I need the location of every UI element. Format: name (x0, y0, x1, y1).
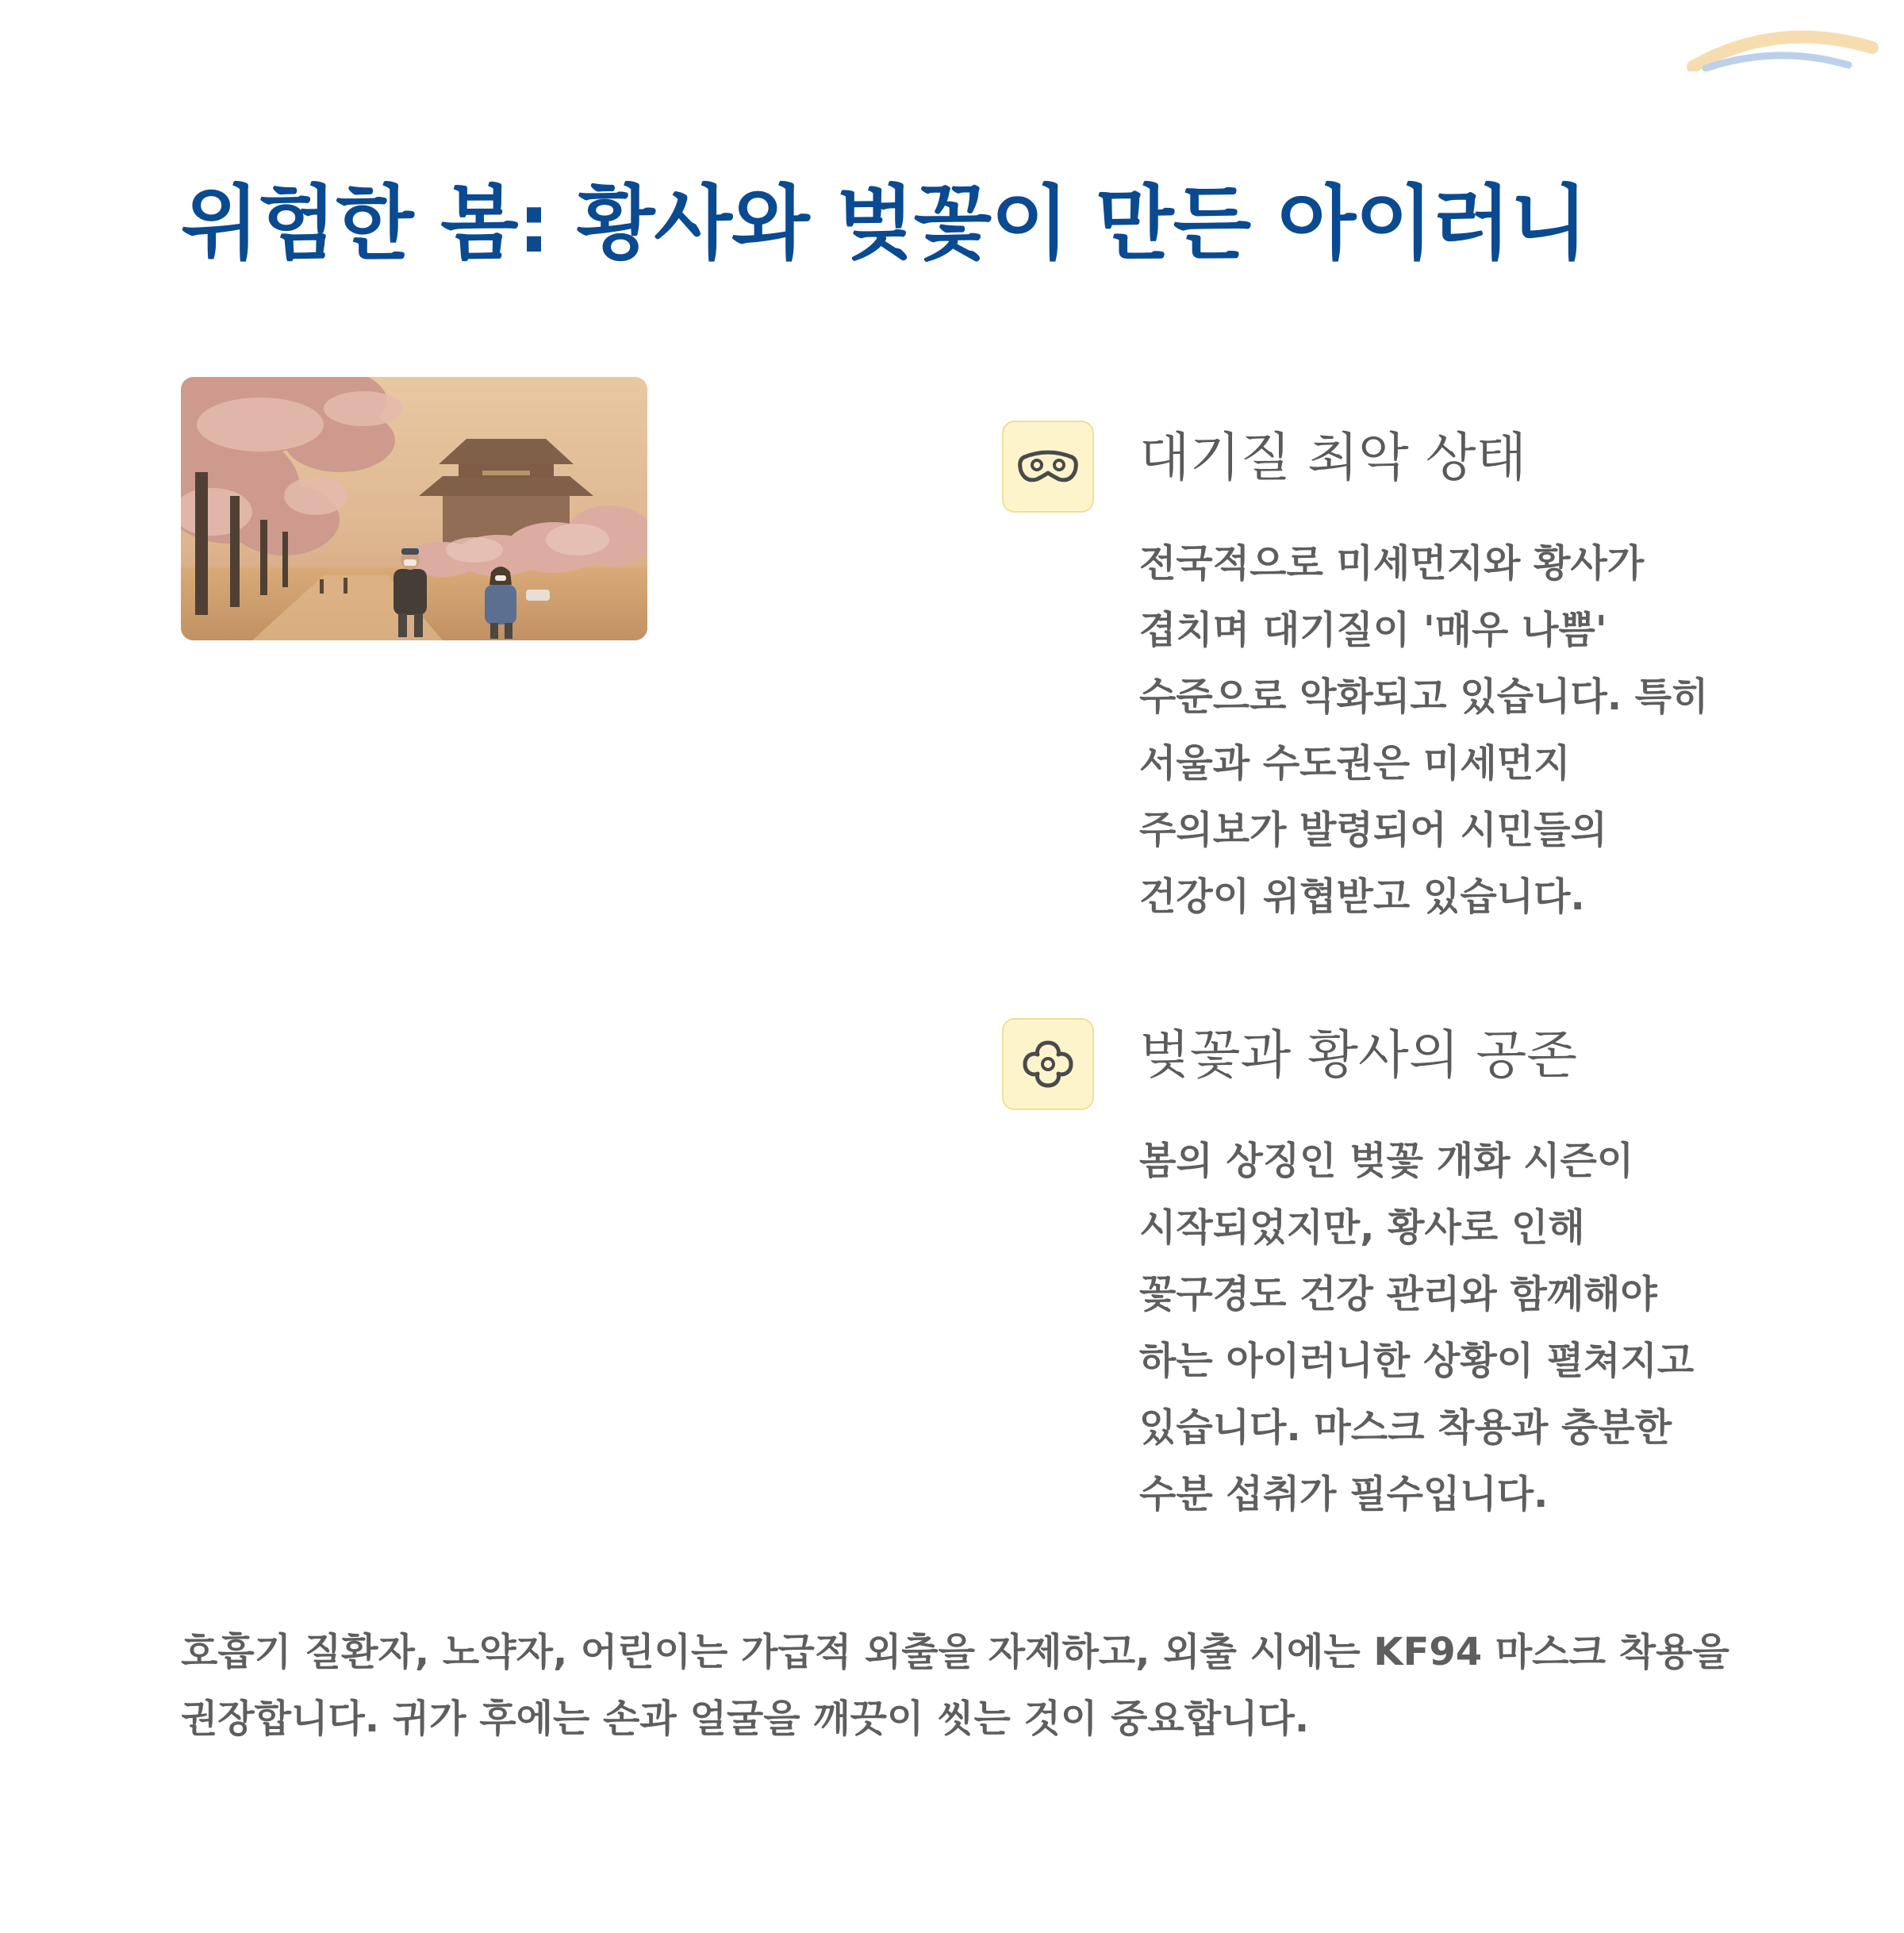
mask-icon (1002, 421, 1094, 513)
hero-image-cherry-blossom-yellow-dust (181, 377, 647, 640)
flower-icon (1002, 1018, 1094, 1110)
page-title: 위험한 봄: 황사와 벚꽃이 만든 아이러니 (181, 177, 1587, 271)
feature-heading: 대기질 최악 상태 (1139, 427, 1527, 488)
footer-note: 호흡기 질환자, 노약자, 어린이는 가급적 외출을 자제하고, 외출 시에는 KF94 마스크 착용을 권장합니다. 귀가 후에는 손과 얼굴을 깨끗이 씻는 것이 중요합니다. (181, 1630, 1729, 1741)
feature-heading: 벚꽃과 황사의 공존 (1139, 1024, 1578, 1086)
feature-body: 전국적으로 미세먼지와 황사가 겹치며 대기질이 '매우 나쁨' 수준으로 악화되고 있습니다. 특히 서울과 수도권은 미세먼지 주의보가 발령되어 시민들의 건강이 위협받고 있습니다. (1139, 541, 1709, 919)
corner-decoration (1682, 24, 1888, 71)
feature-body: 봄의 상징인 벚꽃 개화 시즌이 시작되었지만, 황사로 인해 꽃구경도 건강 관리와 함께해야 하는 아이러니한 상황이 펼쳐지고 있습니다. 마스크 착용과 충분한 수분 섭취가 필수입니다. (1139, 1139, 1695, 1516)
